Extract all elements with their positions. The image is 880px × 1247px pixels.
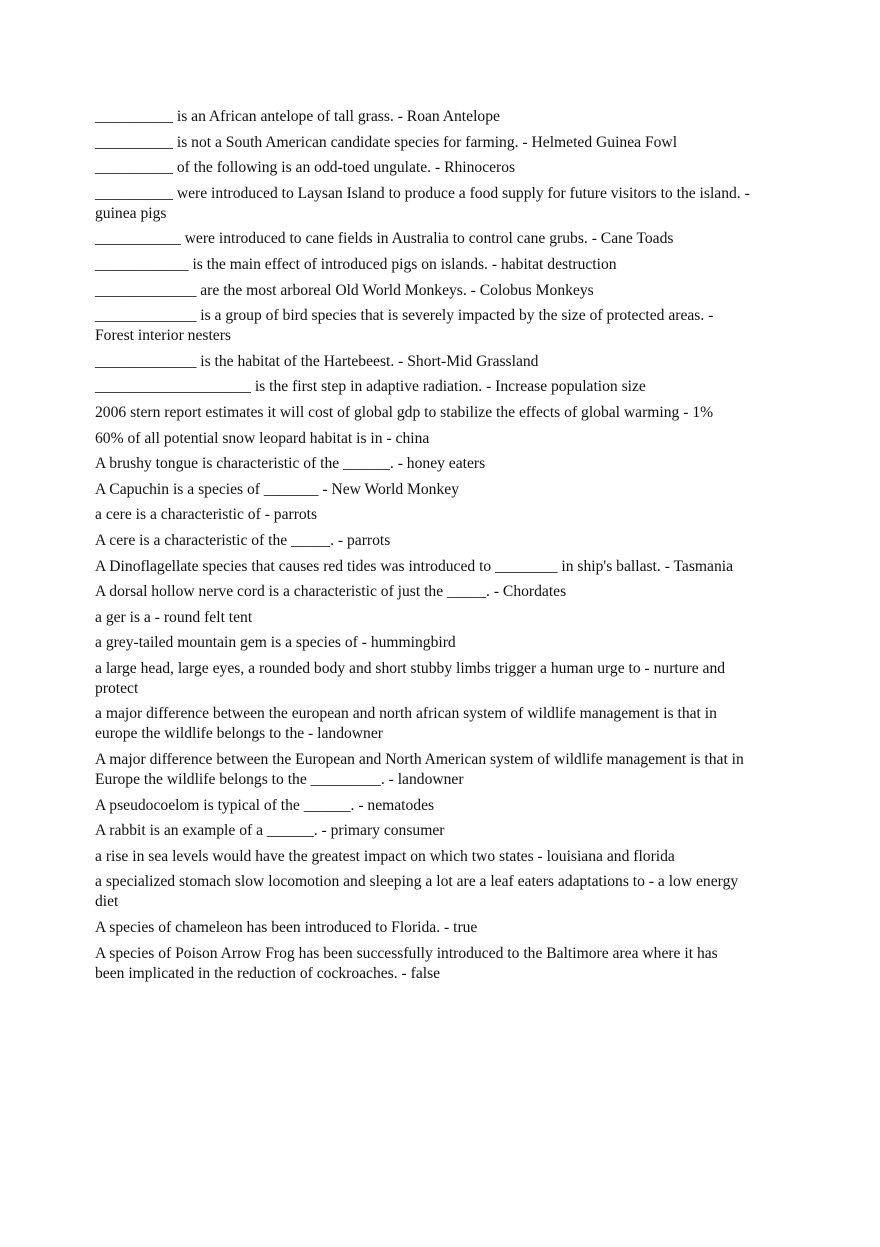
flashcard-entry: ____________________ is the first step in adaptive radiation. - Increase population size <box>95 378 646 396</box>
flashcard-entry: A major difference between the European and North American system of wildlife management is that in Europe the wildlife belongs to the _________. - landowner <box>95 751 744 789</box>
flashcard-entry: A rabbit is an example of a ______. - primary consumer <box>95 822 445 840</box>
flashcard-entry: __________ is not a South American candidate species for farming. - Helmeted Guinea Fowl <box>95 133 678 151</box>
flashcard-list <box>95 107 751 989</box>
flashcard-entry: A species of chameleon has been introduced to Florida. - true <box>95 919 478 937</box>
flashcard-entry: a specialized stomach slow locomotion and sleeping a lot are a leaf eaters adaptations to - a low energy diet <box>95 873 739 911</box>
flashcard-entry: a cere is a characteristic of - parrots <box>95 506 318 524</box>
flashcard-entry: A dorsal hollow nerve cord is a characteristic of just the _____. - Chordates <box>95 583 567 601</box>
flashcard-entry: __________ of the following is an odd-toed ungulate. - Rhinoceros <box>95 159 516 177</box>
flashcard-entry: A Dinoflagellate species that causes red tides was introduced to ________ in ship's ballast. - Tasmania <box>95 557 734 575</box>
flashcard-entry: a rise in sea levels would have the greatest impact on which two states - louisiana and florida <box>95 847 675 865</box>
flashcard-entry: _____________ is a group of bird species that is severely impacted by the size of protected areas. - Forest interior nesters <box>95 307 714 345</box>
flashcard-entry: A species of Poison Arrow Frog has been successfully introduced to the Baltimore area where it has been implicated in the reduction of cockroaches. - false <box>95 944 718 982</box>
flashcard-entry: a large head, large eyes, a rounded body and short stubby limbs trigger a human urge to - nurture and protect <box>95 659 726 697</box>
flashcard-entry: A pseudocoelom is typical of the ______. - nematodes <box>95 796 435 814</box>
flashcard-entry: A Capuchin is a species of _______ - New World Monkey <box>95 480 459 498</box>
flashcard-entry: A cere is a characteristic of the _____. - parrots <box>95 531 391 549</box>
flashcard-entry: a ger is a - round felt tent <box>95 608 253 626</box>
flashcard-entry: 2006 stern report estimates it will cost of global gdp to stabilize the effects of global warming - 1% <box>95 403 714 421</box>
flashcard-entry: a grey-tailed mountain gem is a species of - hummingbird <box>95 634 456 652</box>
flashcard-entry: ____________ is the main effect of introduced pigs on islands. - habitat destruction <box>95 255 617 273</box>
flashcard-entry: A brushy tongue is characteristic of the ______. - honey eaters <box>95 455 486 473</box>
flashcard-entry: _____________ is the habitat of the Hartebeest. - Short-Mid Grassland <box>95 352 539 370</box>
flashcard-entry: __________ is an African antelope of tall grass. - Roan Antelope <box>95 108 500 125</box>
flashcard-entry: _____________ are the most arboreal Old World Monkeys. - Colobus Monkeys <box>95 281 594 299</box>
flashcard-entry: 60% of all potential snow leopard habitat is in - china <box>95 429 430 447</box>
flashcard-entry: __________ were introduced to Laysan Island to produce a food supply for future visitors to the island. - guinea pigs <box>95 184 750 222</box>
flashcard-entry: a major difference between the european and north african system of wildlife management is that in europe the wildlife belongs to the - landowner <box>95 705 717 743</box>
flashcard-entry: ___________ were introduced to cane fields in Australia to control cane grubs. - Cane Toads <box>95 230 674 248</box>
